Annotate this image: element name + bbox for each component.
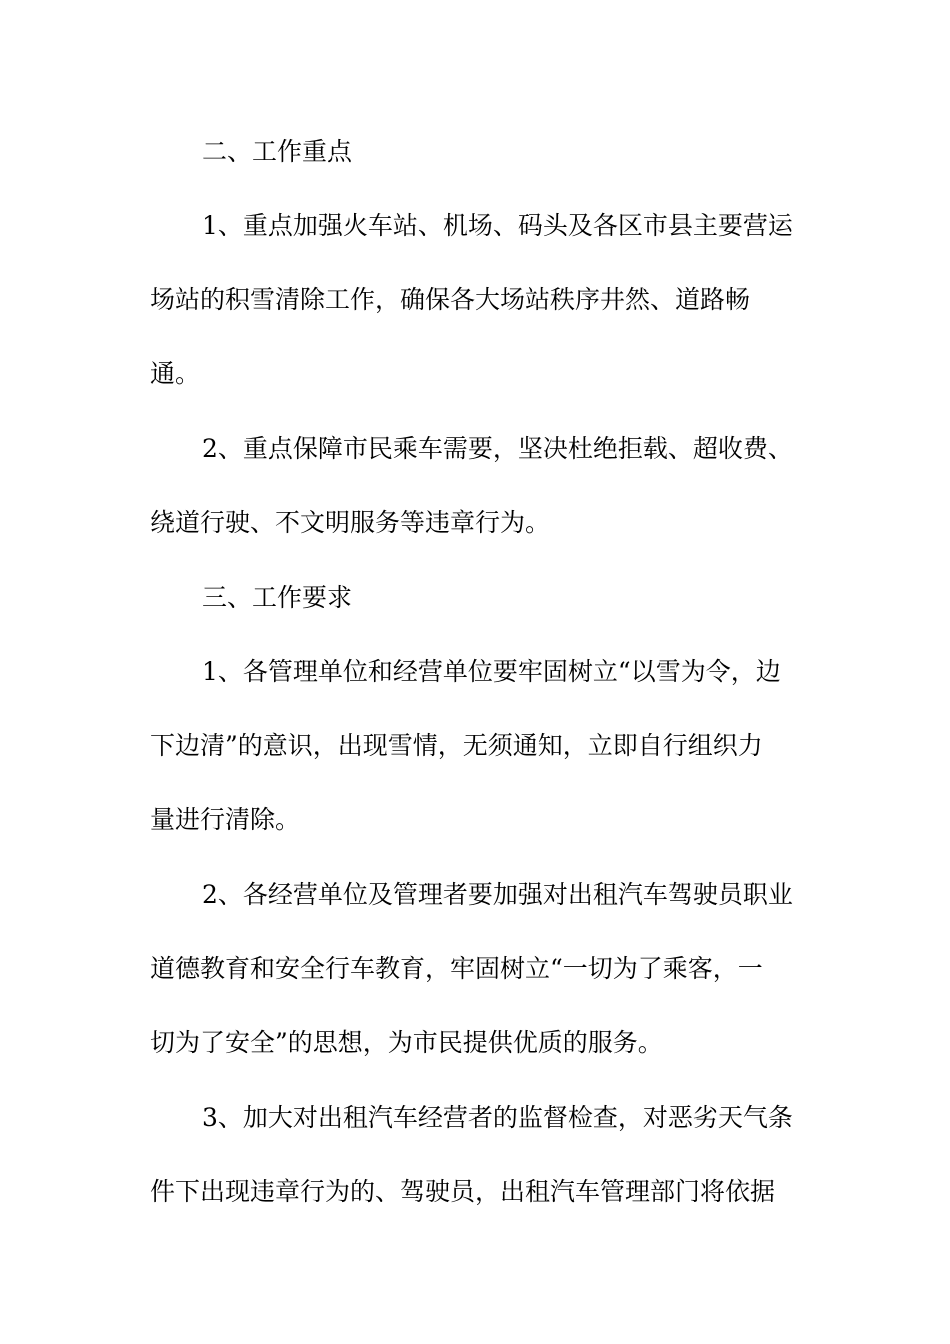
paragraph-line: 场站的积雪清除工作，确保各大场站秩序井然、道路畅	[150, 285, 751, 314]
paragraph-line: 绕道行驶、不文明服务等违章行为。	[150, 508, 551, 537]
section-heading-work-requirements: 三、工作要求	[202, 583, 353, 612]
paragraph-line: 切为了安全”的思想，为市民提供优质的服务。	[150, 1028, 663, 1057]
paragraph-line: 道德教育和安全行车教育，牢固树立“一切为了乘客，一	[150, 954, 763, 983]
paragraph-line: 件下出现违章行为的、驾驶员，出租汽车管理部门将依据	[150, 1177, 776, 1206]
paragraph-line: 2、各经营单位及管理者要加强对出租汽车驾驶员职业	[202, 880, 793, 909]
paragraph-line: 1、各管理单位和经营单位要牢固树立“以雪为令，边	[202, 657, 781, 686]
paragraph-line: 下边清”的意识，出现雪情，无须通知，立即自行组织力	[150, 731, 763, 760]
paragraph-line: 量进行清除。	[150, 805, 301, 834]
paragraph-line: 3、加大对出租汽车经营者的监督检查，对恶劣天气条	[202, 1103, 793, 1132]
paragraph-line: 1、重点加强火车站、机场、码头及各区市县主要营运	[202, 211, 793, 240]
section-heading-work-focus: 二、工作重点	[202, 137, 353, 166]
paragraph-line: 通。	[150, 359, 201, 388]
paragraph-line: 2、重点保障市民乘车需要，坚决杜绝拒载、超收费、	[202, 434, 793, 463]
